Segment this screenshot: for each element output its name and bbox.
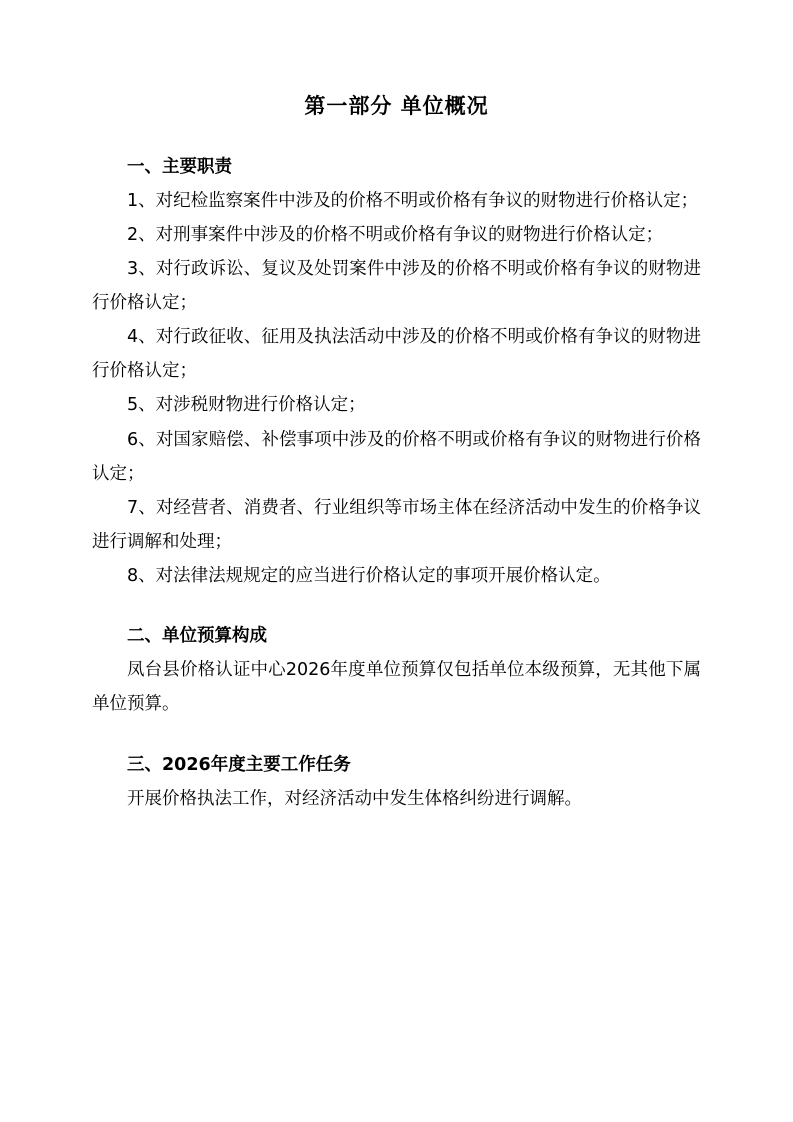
section-main-duties xyxy=(92,150,701,594)
section-heading: 三、2026年度主要工作任务 xyxy=(127,754,351,775)
paragraph: 2、对刑事案件中涉及的价格不明或价格有争议的财物进行价格认定； xyxy=(127,224,664,245)
paragraph: 1、对纪检监察案件中涉及的价格不明或价格有争议的财物进行价格认定； xyxy=(127,190,699,211)
paragraph: 凤台县价格认证中心2026年度单位预算仅包括单位本级预算，无其他下属单位预算。 xyxy=(92,660,701,715)
paragraph: 8、对法律法规规定的应当进行价格认定的事项开展价格认定。 xyxy=(127,566,611,587)
page-title: 第一部分 单位概况 xyxy=(304,94,489,118)
section-budget-composition xyxy=(92,619,701,721)
paragraph: 6、对国家赔偿、补偿事项中涉及的价格不明或价格有争议的财物进行价格认定； xyxy=(92,429,701,484)
paragraph: 3、对行政诉讼、复议及处罚案件中涉及的价格不明或价格有争议的财物进行价格认定； xyxy=(92,258,701,314)
paragraph: 开展价格执法工作，对经济活动中发生体格纠纷进行调解。 xyxy=(127,788,582,809)
paragraph: 4、对行政征收、征用及执法活动中涉及的价格不明或价格有争议的财物进行价格认定； xyxy=(92,327,701,382)
section-main-tasks xyxy=(92,748,701,816)
paragraph: 5、对涉税财物进行价格认定； xyxy=(127,395,366,416)
paragraph: 7、对经营者、消费者、行业组织等市场主体在经济活动中发生的价格争议进行调解和处理； xyxy=(92,497,701,552)
section-heading: 一、主要职责 xyxy=(127,156,232,177)
section-heading: 二、单位预算构成 xyxy=(127,626,267,647)
